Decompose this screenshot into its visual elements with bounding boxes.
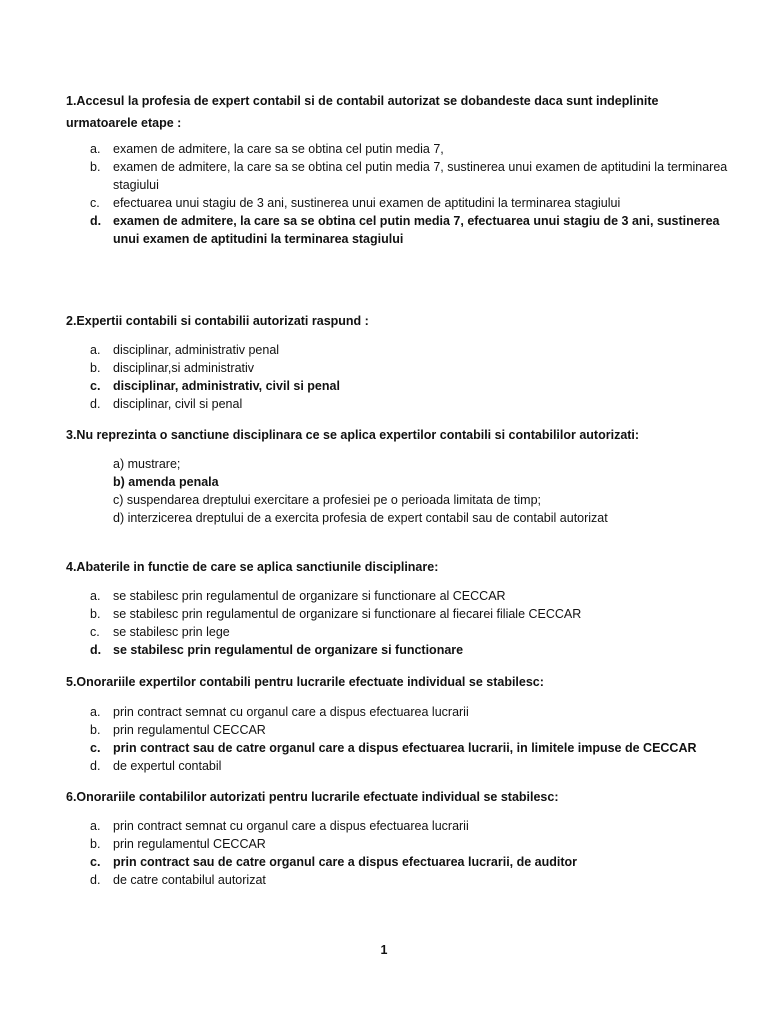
question-3: 3.Nu reprezinta o sanctiune disciplinara ce se aplica expertilor contabili si contabililor autorizati: [66, 428, 640, 442]
option-6a: a. prin contract semnat cu organul care a dispus efectuarea lucrarii [90, 819, 469, 833]
option-5d: d. de expertul contabil [90, 759, 222, 773]
option-3c: c) suspendarea dreptului exercitare a profesiei pe o perioada limitata de timp; [113, 493, 542, 507]
option-2b: b. disciplinar,si administrativ [90, 361, 255, 375]
option-4c: c. se stabilesc prin lege [90, 625, 230, 639]
options-list-5 [90, 703, 730, 775]
option-6d: d. de catre contabilul autorizat [90, 873, 266, 887]
options-list-3 [113, 455, 753, 527]
option-2d: d. disciplinar, civil si penal [90, 397, 243, 411]
options-list-1 [90, 140, 730, 248]
question-6: 6.Onorariile contabililor autorizati pentru lucrarile efectuate individual se stabilesc: [66, 790, 559, 804]
option-5c: c. prin contract sau de catre organul care a dispus efectuarea lucrarii, in limitele impuse de CECCAR [90, 741, 697, 755]
option-1c: c. efectuarea unui stagiu de 3 ani, sustinerea unui examen de aptitudini la terminarea stagiului [90, 196, 621, 210]
option-1b: b. examen de admitere, la care sa se obtina cel putin media 7, sustinerea unui examen de aptitudini la terminarea stagiului [90, 160, 728, 192]
option-1d: d. examen de admitere, la care sa se obtina cel putin media 7, efectuarea unui stagiu de 3 ani, sustinerea unui examen de aptitudini la terminarea stagiului [90, 214, 720, 246]
question-1: 1.Accesul la profesia de expert contabil si de contabil autorizat se dobandeste daca sunt indeplinite urmatoarele etape : [66, 94, 659, 130]
option-1a: a. examen de admitere, la care sa se obtina cel putin media 7, [90, 142, 444, 156]
option-4a: a. se stabilesc prin regulamentul de organizare si functionare al CECCAR [90, 589, 506, 603]
option-3a: a) mustrare; [113, 457, 181, 471]
option-5a: a. prin contract semnat cu organul care a dispus efectuarea lucrarii [90, 705, 469, 719]
question-5: 5.Onorariile expertilor contabili pentru lucrarile efectuate individual se stabilesc: [66, 675, 544, 689]
option-3b: b) amenda penala [113, 475, 219, 489]
option-2c: c. disciplinar, administrativ, civil si penal [90, 379, 340, 393]
option-4d: d. se stabilesc prin regulamentul de organizare si functionare [90, 643, 464, 657]
options-list-2 [90, 341, 730, 413]
options-list-6 [90, 817, 730, 889]
option-2a: a. disciplinar, administrativ penal [90, 343, 280, 357]
question-2: 2.Expertii contabili si contabilii autorizati raspund : [66, 314, 369, 328]
options-list-4 [90, 587, 730, 659]
option-6c: c. prin contract sau de catre organul care a dispus efectuarea lucrarii, de auditor [90, 855, 578, 869]
question-4: 4.Abaterile in functie de care se aplica sanctiunile disciplinare: [66, 560, 439, 574]
option-4b: b. se stabilesc prin regulamentul de organizare si functionare al fiecarei filiale CECCAR [90, 607, 582, 621]
option-6b: b. prin regulamentul CECCAR [90, 837, 266, 851]
option-3d: d) interzicerea dreptului de a exercita profesia de expert contabil sau de contabil autorizat [113, 511, 608, 525]
option-5b: b. prin regulamentul CECCAR [90, 723, 266, 737]
page-number: 1 [380, 943, 388, 957]
